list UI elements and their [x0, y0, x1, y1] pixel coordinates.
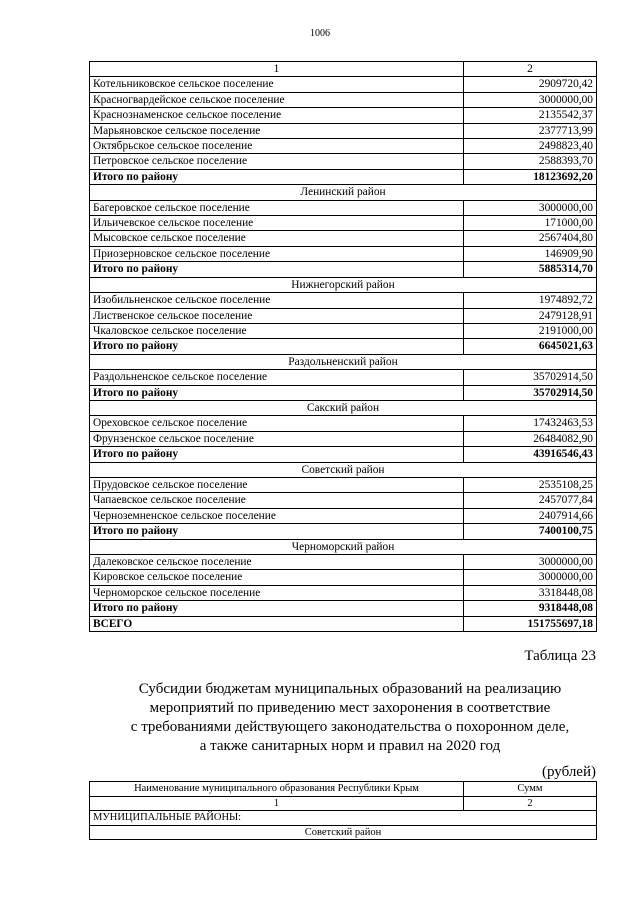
district-row [90, 277, 597, 292]
amount: 2498823,40 [464, 139, 597, 154]
settlement-name: Ильичевское сельское поселение [90, 216, 464, 231]
table-row [90, 508, 597, 523]
total-amount: 5885314,70 [464, 262, 597, 277]
settlement-name: Приозерновское сельское поселение [90, 246, 464, 261]
settlement-name: Мысовское сельское поселение [90, 231, 464, 246]
amount: 2535108,25 [464, 477, 597, 492]
district-name: Раздольненский район [90, 354, 597, 369]
total-label: Итого по району [90, 447, 464, 462]
total-amount: 35702914,50 [464, 385, 597, 400]
amount: 2191000,00 [464, 323, 597, 338]
district-name: Черноморский район [90, 539, 597, 554]
amount: 1974892,72 [464, 293, 597, 308]
total-label: Итого по району [90, 262, 464, 277]
table-row [90, 108, 597, 123]
amount: 35702914,50 [464, 370, 597, 385]
table-row [90, 293, 597, 308]
column-header-name: Наименование муниципального образования Республики Крым [90, 782, 464, 797]
district-row [90, 825, 597, 840]
burial-subsidy-table [89, 781, 597, 840]
district-name: Сакский район [90, 400, 597, 415]
settlement-name: Черноземненское сельское поселение [90, 508, 464, 523]
district-row [90, 185, 597, 200]
total-row [90, 447, 597, 462]
total-row [90, 385, 597, 400]
table-header-row [90, 782, 597, 797]
amount: 17432463,53 [464, 416, 597, 431]
settlement-name: Петровское сельское поселение [90, 154, 464, 169]
table-row [90, 154, 597, 169]
settlement-name: Чапаевское сельское поселение [90, 493, 464, 508]
column-number: 2 [464, 796, 597, 811]
total-label: Итого по району [90, 339, 464, 354]
amount: 2457077,84 [464, 493, 597, 508]
settlement-name: Прудовское сельское поселение [90, 477, 464, 492]
district-name: Советский район [90, 825, 597, 840]
total-amount: 151755697,18 [464, 616, 597, 631]
column-number-row [90, 62, 597, 77]
district-row [90, 539, 597, 554]
amount: 2135542,37 [464, 108, 597, 123]
total-label: ВСЕГО [90, 616, 464, 631]
settlement-name: Красногвардейское сельское поселение [90, 92, 464, 107]
total-row [90, 339, 597, 354]
amount: 2567404,80 [464, 231, 597, 246]
amount: 2909720,42 [464, 77, 597, 92]
settlement-name: Чкаловское сельское поселение [90, 323, 464, 338]
table-row [90, 570, 597, 585]
total-amount: 6645021,63 [464, 339, 597, 354]
table-row [90, 216, 597, 231]
amount: 3000000,00 [464, 92, 597, 107]
column-number: 1 [90, 796, 464, 811]
table-row [90, 77, 597, 92]
settlement-name: Багеровское сельское поселение [90, 200, 464, 215]
section-label: МУНИЦИПАЛЬНЫЕ РАЙОНЫ: [90, 811, 597, 826]
amount: 2588393,70 [464, 154, 597, 169]
amount: 3000000,00 [464, 555, 597, 570]
total-label: Итого по району [90, 601, 464, 616]
table-row [90, 123, 597, 138]
settlement-name: Далековское сельское поселение [90, 555, 464, 570]
district-row [90, 354, 597, 369]
table-row [90, 231, 597, 246]
column-number: 1 [90, 62, 464, 77]
table-row [90, 323, 597, 338]
total-label: Итого по району [90, 524, 464, 539]
table-row [90, 431, 597, 446]
total-row [90, 524, 597, 539]
table-row [90, 416, 597, 431]
settlement-name: Марьяновское сельское поселение [90, 123, 464, 138]
total-amount: 7400100,75 [464, 524, 597, 539]
subsidy-table [89, 61, 597, 632]
column-number-row [90, 796, 597, 811]
total-amount: 9318448,08 [464, 601, 597, 616]
settlement-name: Черноморское сельское поселение [90, 585, 464, 600]
settlement-name: Фрунзенское сельское поселение [90, 431, 464, 446]
district-row [90, 400, 597, 415]
table-row [90, 200, 597, 215]
table-row [90, 139, 597, 154]
amount: 2407914,66 [464, 508, 597, 523]
district-name: Ленинский район [90, 185, 597, 200]
table-row [90, 555, 597, 570]
column-header-sum: Сумм [464, 782, 597, 797]
title-line: Субсидии бюджетам муниципальных образований на реализацию [138, 681, 562, 697]
settlement-name: Изобильненское сельское поселение [90, 293, 464, 308]
title-line: а также санитарных норм и правил на 2020 год [199, 738, 501, 754]
total-row [90, 169, 597, 184]
amount: 146909,90 [464, 246, 597, 261]
settlement-name: Кировское сельское поселение [90, 570, 464, 585]
page-number: 1006 [310, 28, 330, 39]
amount: 171000,00 [464, 216, 597, 231]
unit-label: (рублей) [541, 764, 596, 780]
amount: 2377713,99 [464, 123, 597, 138]
amount: 2479128,91 [464, 308, 597, 323]
district-row [90, 462, 597, 477]
table-caption: Таблица 23 [524, 648, 596, 664]
settlement-name: Лиственское сельское поселение [90, 308, 464, 323]
total-amount: 43916546,43 [464, 447, 597, 462]
title-line: мероприятий по приведению мест захоронения в соответствие [149, 700, 551, 716]
district-name: Нижнегорский район [90, 277, 597, 292]
settlement-name: Ореховское сельское поселение [90, 416, 464, 431]
table-row [90, 246, 597, 261]
total-row [90, 601, 597, 616]
table-row [90, 308, 597, 323]
table-row [90, 370, 597, 385]
district-name: Советский район [90, 462, 597, 477]
section-row [90, 811, 597, 826]
amount: 3000000,00 [464, 200, 597, 215]
table-row [90, 477, 597, 492]
total-row [90, 262, 597, 277]
total-amount: 18123692,20 [464, 169, 597, 184]
amount: 3000000,00 [464, 570, 597, 585]
table-row [90, 92, 597, 107]
table-title [60, 680, 640, 756]
title-line: с требованиями действующего законодательства о похоронном деле, [130, 719, 570, 735]
amount: 26484082,90 [464, 431, 597, 446]
table-row [90, 585, 597, 600]
total-row [90, 616, 597, 631]
column-number: 2 [464, 62, 597, 77]
settlement-name: Раздольненское сельское поселение [90, 370, 464, 385]
settlement-name: Котельниковское сельское поселение [90, 77, 464, 92]
settlement-name: Краснознаменское сельское поселение [90, 108, 464, 123]
total-label: Итого по району [90, 385, 464, 400]
total-label: Итого по району [90, 169, 464, 184]
settlement-name: Октябрьское сельское поселение [90, 139, 464, 154]
amount: 3318448,08 [464, 585, 597, 600]
table-row [90, 493, 597, 508]
